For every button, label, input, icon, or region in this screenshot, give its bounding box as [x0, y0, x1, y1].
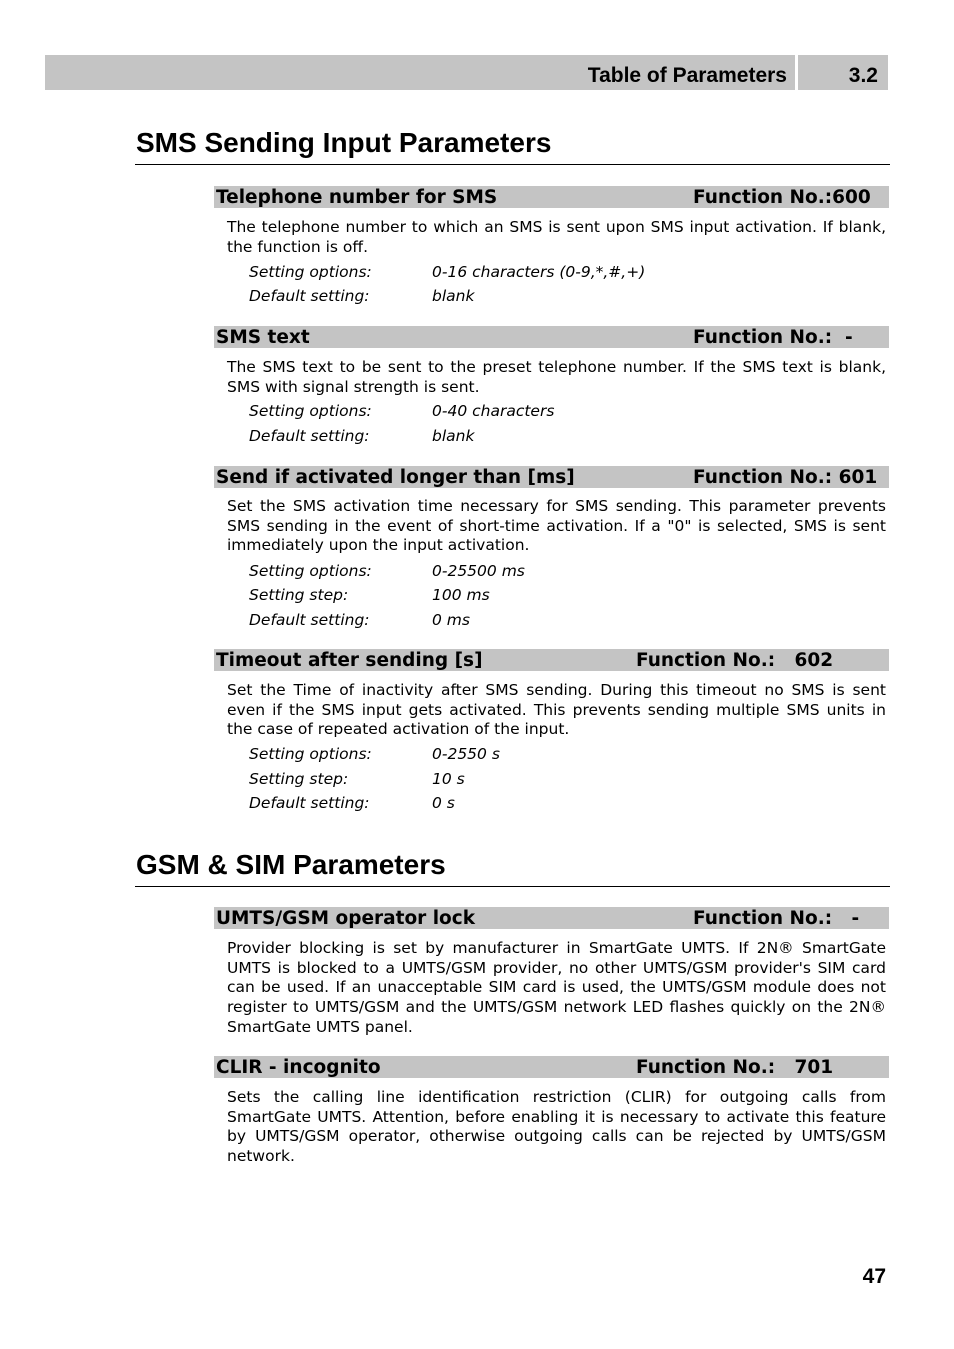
setting-label: Setting options: [249, 263, 372, 281]
function-number: Function No.: 601 [693, 467, 878, 488]
setting-label: Default setting: [249, 794, 370, 812]
param-description: Set the SMS activation time necessary for SMS sending. This parameter prevents SMS sending in the event of short-time activation. If a "0" is selected, SMS is sent immediately upon the input activation. [227, 497, 886, 555]
setting-row [249, 793, 455, 813]
function-number: Function No.: - [693, 327, 853, 348]
setting-row [249, 426, 474, 446]
param-description: Sets the calling line identification restriction (CLIR) for outgoing calls from SmartGate UMTS. Attention, before enabling it is necessary to activate this feature by UMTS/GSM operator, otherwise outgoing calls can be rejected by UMTS/GSM network. [227, 1088, 886, 1166]
param-header-timeout-after-sending [214, 649, 889, 671]
setting-value: 0 ms [432, 611, 470, 629]
setting-label: Default setting: [249, 287, 370, 305]
param-description: Set the Time of inactivity after SMS sending. During this timeout no SMS is sent even if the SMS input gets activated. This prevents sending multiple SMS units in the case of repeated activation of the input. [227, 681, 886, 739]
setting-value: blank [432, 427, 475, 445]
page-number: 47 [862, 1265, 886, 1288]
param-header-sms-text [214, 326, 889, 348]
function-number: Function No.:600 [693, 187, 871, 208]
setting-label: Setting options: [249, 402, 372, 420]
param-name: Timeout after sending [s] [216, 650, 483, 671]
setting-value: 0 s [432, 794, 455, 812]
section-title-sms-sending: SMS Sending Input Parameters [135, 130, 890, 165]
param-description: Provider blocking is set by manufacturer in SmartGate UMTS. If 2N® SmartGate UMTS is blocked to a UMTS/GSM provider, no other UMTS/GSM provider's SIM card can be used. If an unacceptable SIM card is used, the UMTS/GSM module does not register to UMTS/GSM and the UMTS/GSM network LED flashes quickly on the 2N® SmartGate UMTS panel. [227, 939, 886, 1036]
param-description: The telephone number to which an SMS is sent upon SMS input activation. If blank, the function is off. [227, 218, 886, 256]
setting-label: Setting options: [249, 745, 372, 763]
chapter-number: 3.2 [798, 55, 888, 90]
param-name: Send if activated longer than [ms] [216, 467, 575, 488]
setting-row [249, 401, 554, 421]
setting-row [249, 262, 645, 282]
setting-label: Setting options: [249, 562, 372, 580]
setting-value: 100 ms [432, 586, 490, 604]
setting-label: Setting step: [249, 586, 349, 604]
setting-row [249, 769, 465, 789]
setting-row [249, 744, 500, 764]
param-header-telephone-number [214, 186, 889, 208]
setting-value: 0-16 characters (0-9,*,#,+) [432, 263, 646, 281]
page-header [45, 55, 888, 90]
param-description: The SMS text to be sent to the preset telephone number. If the SMS text is blank, SMS with signal strength is sent. [227, 358, 886, 396]
setting-label: Default setting: [249, 427, 370, 445]
function-number: Function No.: 602 [636, 650, 834, 671]
param-header-send-if-activated [214, 466, 889, 488]
section-title-gsm-sim: GSM & SIM Parameters [135, 852, 890, 887]
setting-value: 0-40 characters [432, 402, 555, 420]
param-name: UMTS/GSM operator lock [216, 908, 476, 929]
setting-row [249, 286, 474, 306]
setting-value: blank [432, 287, 475, 305]
param-name: SMS text [216, 327, 310, 348]
function-number: Function No.: - [693, 908, 860, 929]
param-name: Telephone number for SMS [216, 187, 498, 208]
setting-label: Default setting: [249, 611, 370, 629]
setting-label: Setting step: [249, 770, 349, 788]
setting-value: 0-25500 ms [432, 562, 525, 580]
param-header-clir [214, 1056, 889, 1078]
setting-row [249, 585, 490, 605]
function-number: Function No.: 701 [636, 1057, 834, 1078]
param-name: CLIR - incognito [216, 1057, 381, 1078]
setting-row [249, 561, 525, 581]
header-title: Table of Parameters [45, 55, 795, 90]
setting-value: 10 s [432, 770, 465, 788]
param-header-operator-lock [214, 907, 889, 929]
setting-row [249, 610, 470, 630]
setting-value: 0-2550 s [432, 745, 500, 763]
